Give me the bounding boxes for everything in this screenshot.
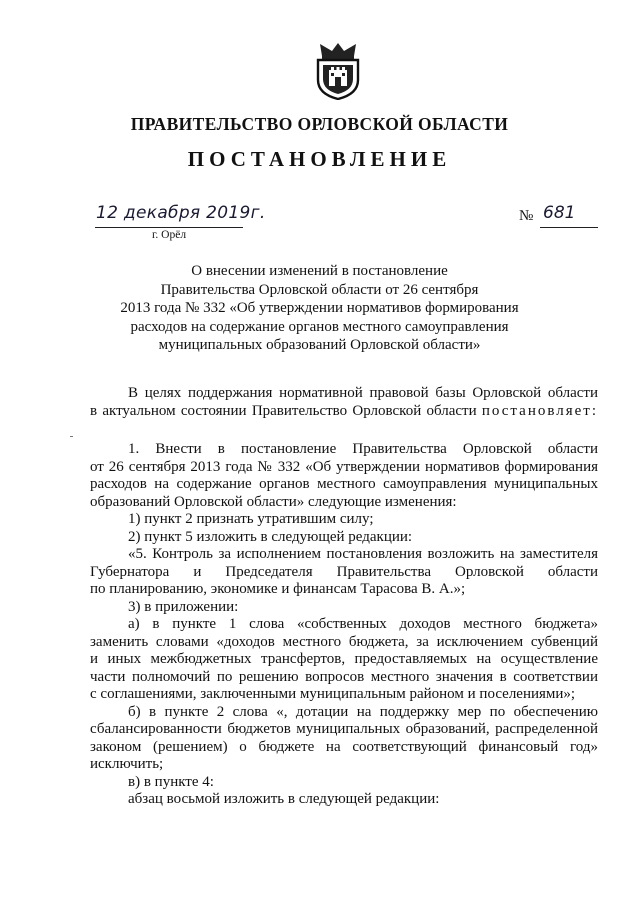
quote-line: «5. Контроль за исполнением постановления возложить на заместителя [128, 546, 598, 562]
coat-of-arms-icon [314, 40, 362, 100]
subject-line: О внесении изменений в постановление [191, 263, 448, 279]
subitem-line: части полномочий по решению вопросов местного значения в соответствии [90, 668, 598, 685]
preamble [90, 385, 598, 420]
list-item: в) в пункте 4: [128, 773, 214, 790]
city-label: г. Орёл [152, 229, 187, 241]
handwritten-date: 12 декабря 2019г. [96, 203, 266, 223]
scan-mark [70, 436, 73, 437]
number-label: № [519, 208, 534, 224]
list-item: 1) пункт 2 признать утратившим силу; [128, 511, 374, 527]
number-underline [540, 227, 598, 228]
decree-body [90, 441, 598, 809]
handwritten-number: 681 [543, 203, 576, 223]
list-item: 2) пункт 5 изложить в следующей редакции: [128, 528, 413, 545]
quote-line: Губернатора и Председателя Правительства Орловской области [90, 563, 598, 580]
subject-line: расходов на содержание органов местного самоуправления [130, 318, 509, 335]
document-type: ПОСТАНОВЛЕНИЕ [187, 147, 452, 171]
subitem-line: сбалансированности бюджетов муниципальных образований, распределенной [90, 721, 598, 737]
paragraph-line: расходов на содержание органов местного самоуправления муниципальных [90, 476, 598, 492]
subitem-line: и иных межбюджетных трансфертов, предоставляемых на осуществление [90, 651, 598, 667]
subject-line: Правительства Орловской области от 26 сентября [160, 281, 479, 298]
subitem-line: заменить словами «доходов местного бюджета, за исключением субвенций [90, 633, 598, 650]
preamble-line: В целях поддержания нормативной правовой базы Орловской области [128, 385, 598, 401]
subitem-line: законом (решением) о бюджете на соответствующий финансовый год» [90, 738, 598, 755]
subject-block [0, 262, 639, 355]
subject-line: муниципальных образований Орловской области» [158, 337, 481, 353]
date-underline [95, 227, 243, 228]
government-title: ПРАВИТЕЛЬСТВО ОРЛОВСКОЙ ОБЛАСТИ [130, 114, 509, 134]
resolves-word: постановляет: [481, 402, 598, 419]
list-item: 3) в приложении: [128, 598, 239, 615]
subitem-line: а) в пункте 1 слова «собственных доходов местного бюджета» [128, 616, 598, 632]
subitem-line: б) в пункте 2 слова «, дотации на поддержку мер по обеспечению [128, 703, 598, 720]
paragraph-line: абзац восьмой изложить в следующей редакции: [128, 791, 440, 807]
subject-line: 2013 года № 332 «Об утверждении нормативов формирования [120, 300, 519, 316]
subitem-line: исключить; [90, 756, 164, 772]
subitem-line: с соглашениями, заключенными муниципальным районом и поселениями»; [90, 686, 576, 702]
quote-line: по планированию, экономике и финансам Тарасова В. А.»; [90, 581, 466, 597]
paragraph-line: образований Орловской области» следующие изменения: [90, 493, 457, 510]
paragraph-line: от 26 сентября 2013 года № 332 «Об утверждении нормативов формирования [90, 458, 598, 475]
paragraph-line: 1. Внести в постановление Правительства Орловской области [128, 441, 598, 457]
preamble-line: в актуальном состоянии Правительство Орловской области постановляет: [90, 402, 598, 419]
